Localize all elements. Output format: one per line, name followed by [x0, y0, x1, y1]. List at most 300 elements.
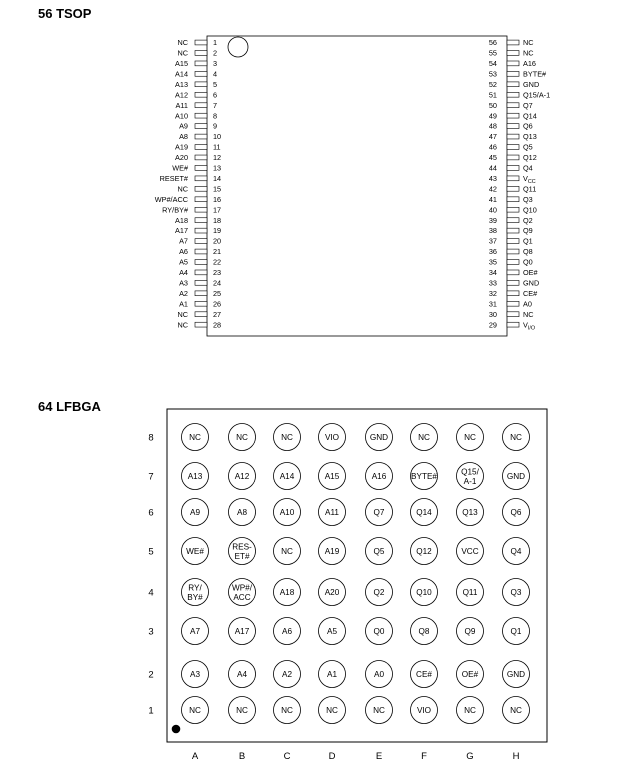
pin-lead — [507, 291, 519, 296]
ball-label: A13 — [187, 472, 203, 481]
tsop-pin-left — [179, 132, 221, 141]
pin-number: 33 — [488, 278, 497, 288]
bga-ball — [457, 499, 484, 526]
pin-lead — [507, 113, 519, 118]
pin-lead — [507, 92, 519, 97]
bga-ball — [366, 424, 393, 451]
pin-name: Q15/A-1 — [523, 90, 551, 100]
ball-label: GND — [506, 472, 526, 481]
pin-number: 35 — [488, 257, 497, 267]
pin-number: 51 — [488, 90, 497, 100]
pin-name: Q1 — [523, 236, 533, 246]
pin-lead — [507, 301, 519, 306]
ball-label: A12 — [234, 472, 250, 481]
ball-label: RES- — [232, 542, 252, 552]
bga-ball — [411, 579, 438, 606]
tsop-pin-right — [489, 80, 539, 89]
pin-number: 9 — [213, 121, 218, 131]
pin-name: A11 — [175, 100, 188, 110]
pin-number: 15 — [213, 184, 222, 194]
pin-name: NC — [177, 38, 188, 48]
bga-ball — [274, 538, 301, 565]
tsop-pin-left — [179, 278, 221, 287]
bga-ball — [182, 424, 209, 451]
pin-lead — [195, 176, 207, 181]
ball-label: Q11 — [462, 588, 478, 597]
bga-ball — [411, 618, 438, 645]
ball-label: NC — [281, 547, 293, 556]
ball-label: Q1 — [510, 627, 522, 636]
pin-lead — [507, 134, 519, 139]
pin-number: 8 — [213, 111, 218, 121]
ball-label: A8 — [236, 508, 248, 517]
pin-lead — [195, 134, 207, 139]
pin-name: A19 — [175, 142, 188, 152]
pin-lead — [195, 92, 207, 97]
bga-ball — [182, 579, 209, 606]
pin-name: A20 — [175, 153, 188, 163]
ball-label: WP#/ — [231, 583, 253, 593]
pin-name: NC — [177, 309, 188, 319]
bga-ball — [457, 424, 484, 451]
ball-label: Q12 — [416, 547, 432, 556]
pin-number: 41 — [488, 194, 497, 204]
pin-name: Q0 — [523, 257, 533, 267]
pin-lead — [507, 280, 519, 285]
bga-ball — [457, 618, 484, 645]
pin-lead — [195, 270, 207, 275]
pin-name: A0 — [523, 299, 532, 309]
bga-ball — [319, 661, 346, 688]
tsop-pin-right — [489, 237, 533, 246]
pin-number: 20 — [213, 236, 222, 246]
tsop-pin-right — [489, 49, 534, 58]
bga-ball — [229, 538, 256, 565]
pin-lead — [507, 61, 519, 66]
pin-number: 10 — [213, 132, 222, 142]
bga-column-label: F — [421, 751, 427, 762]
pin-number: 52 — [488, 79, 497, 89]
ball-label: A15 — [324, 472, 340, 481]
pin-name: Q3 — [523, 194, 533, 204]
pin-number: 16 — [213, 194, 222, 204]
ball-label: A16 — [371, 472, 387, 481]
pin-name: Q13 — [523, 132, 537, 142]
tsop-pin-right — [489, 143, 533, 152]
tsop-package-diagram — [0, 30, 638, 375]
a1-corner-marker — [172, 725, 181, 734]
ball-label: Q14 — [416, 508, 432, 517]
bga-ball — [319, 697, 346, 724]
ball-label: Q9 — [464, 627, 476, 636]
bga-ball — [503, 463, 530, 490]
ball-label: A5 — [326, 627, 338, 636]
ball-label: BY# — [187, 593, 203, 602]
pin-number: 22 — [213, 257, 222, 267]
pin-number: 42 — [488, 184, 497, 194]
pin-name: Q2 — [523, 215, 533, 225]
ball-label: VIO — [324, 433, 340, 442]
bga-ball — [274, 579, 301, 606]
ball-label: A2 — [281, 670, 293, 679]
bga-row-label: 7 — [148, 471, 154, 483]
ball-label: Q7 — [373, 508, 385, 517]
ball-label: A7 — [189, 627, 201, 636]
bga-ball — [503, 579, 530, 606]
pin-number: 23 — [213, 268, 222, 277]
bga-column-label: B — [238, 751, 246, 762]
bga-ball — [182, 538, 209, 565]
bga-row-label: 4 — [148, 587, 154, 599]
pin-name: A10 — [175, 111, 188, 121]
tsop-pin-left — [162, 205, 221, 214]
ball-label: RY/ — [188, 583, 202, 593]
ball-label: Q15/ — [461, 467, 479, 477]
ball-label: A17 — [234, 627, 250, 636]
pin-number: 39 — [488, 215, 497, 225]
ball-label: GND — [506, 670, 526, 679]
pin-name: OE# — [523, 268, 538, 277]
bga-row-label: 3 — [148, 626, 154, 638]
bga-row-label: 1 — [148, 705, 154, 717]
pin-number: 38 — [488, 226, 497, 236]
bga-ball — [274, 697, 301, 724]
pin-lead — [195, 207, 207, 212]
pin-number: 12 — [213, 153, 222, 163]
bga-ball — [229, 697, 256, 724]
tsop-pin-right — [489, 205, 537, 214]
pin-name: NC — [523, 309, 534, 319]
pin-lead — [507, 322, 519, 327]
pin1-marker — [228, 37, 248, 57]
bga-body — [167, 409, 547, 742]
ball-label: A0 — [373, 670, 385, 679]
bga-row-label: 8 — [148, 432, 154, 444]
bga-ball — [229, 463, 256, 490]
pin-lead — [195, 249, 207, 254]
pin-number: 2 — [213, 48, 218, 58]
bga-package-diagram — [0, 400, 638, 770]
ball-label: OE# — [461, 670, 479, 679]
tsop-pin-right — [489, 164, 533, 173]
tsop-pin-left — [179, 289, 221, 298]
pin-number: 49 — [488, 111, 497, 121]
ball-label: A18 — [279, 588, 295, 597]
pin-lead — [507, 145, 519, 150]
bga-ball — [229, 661, 256, 688]
bga-ball — [457, 579, 484, 606]
pin-number: 11 — [213, 142, 221, 152]
pin-lead — [195, 71, 207, 76]
ball-label: A1 — [326, 670, 338, 679]
bga-ball — [182, 499, 209, 526]
bga-ball — [411, 424, 438, 451]
bga-ball — [366, 661, 393, 688]
bga-section-title: 64 LFBGA — [38, 399, 101, 414]
pin-number: 53 — [488, 69, 497, 79]
bga-ball — [319, 538, 346, 565]
bga-ball — [274, 661, 301, 688]
pin-number: 26 — [213, 299, 222, 309]
ball-label: NC — [510, 433, 522, 442]
pin-name: Q12 — [523, 153, 537, 163]
pin-name: A7 — [179, 236, 188, 246]
pin-name: NC — [177, 48, 188, 58]
bga-column-label: A — [191, 751, 199, 762]
pin-name: A16 — [523, 59, 536, 68]
ball-label: Q5 — [373, 547, 385, 556]
ball-label: Q8 — [418, 627, 430, 636]
ball-label: NC — [236, 433, 248, 442]
ball-label: Q3 — [510, 588, 522, 597]
ball-label: A11 — [325, 508, 339, 517]
pin-name: Q9 — [523, 226, 533, 236]
tsop-pin-right — [489, 122, 533, 131]
bga-ball — [319, 579, 346, 606]
bga-column-label: G — [466, 751, 474, 762]
pin-lead — [195, 218, 207, 223]
tsop-pin-right — [489, 258, 533, 267]
pin-number: 44 — [488, 163, 497, 173]
pin-lead — [507, 207, 519, 212]
bga-ball — [503, 424, 530, 451]
tsop-pin-right — [489, 101, 533, 110]
ball-label: Q10 — [416, 588, 432, 597]
tsop-pin-right — [489, 278, 539, 287]
bga-ball — [411, 697, 438, 724]
pin-number: 32 — [488, 288, 497, 298]
pin-lead — [195, 51, 207, 56]
tsop-pin-right — [489, 184, 536, 193]
pin-name: NC — [523, 38, 534, 48]
pin-lead — [507, 186, 519, 191]
pin-name: NC — [177, 320, 188, 330]
bga-ball — [182, 463, 209, 490]
pin-lead — [507, 228, 519, 233]
pin-lead — [195, 228, 207, 233]
pin-lead — [507, 312, 519, 317]
pin-name: A3 — [179, 278, 188, 288]
pin-lead — [507, 260, 519, 265]
pin-name: RY/BY# — [162, 205, 188, 215]
ball-label: A14 — [279, 472, 295, 481]
ball-label: WE# — [186, 547, 204, 556]
pin-name: WP#/ACC — [154, 194, 188, 204]
pin-lead — [195, 186, 207, 191]
pin-number: 40 — [488, 205, 497, 215]
tsop-pin-left — [179, 299, 221, 308]
ball-label: A19 — [324, 547, 340, 556]
ball-label: GND — [369, 433, 389, 442]
tsop-pin-left — [175, 216, 221, 225]
pin-lead — [195, 166, 207, 171]
pin-number: 7 — [213, 100, 218, 110]
pin-lead — [507, 218, 519, 223]
bga-column-label: E — [375, 751, 383, 762]
pin-lead — [507, 166, 519, 171]
pin-number: 24 — [213, 278, 222, 288]
pin-number: 19 — [213, 226, 222, 236]
tsop-pin-right — [489, 299, 532, 308]
bga-ball — [503, 499, 530, 526]
bga-column-label: D — [328, 751, 336, 762]
bga-ball — [229, 499, 256, 526]
ball-label: NC — [326, 706, 338, 715]
pin-number: 1 — [213, 38, 218, 48]
ball-label: NC — [510, 706, 522, 715]
tsop-pin-right — [489, 195, 533, 204]
tsop-pin-right — [489, 247, 533, 256]
ball-label: Q6 — [510, 508, 522, 517]
ball-label: NC — [464, 433, 476, 442]
bga-ball — [411, 661, 438, 688]
pin-number: 25 — [213, 288, 222, 298]
pin-lead — [195, 82, 207, 87]
bga-column-label: H — [512, 751, 520, 762]
pin-lead — [195, 197, 207, 202]
pin-name: Q4 — [523, 163, 533, 173]
pin-number: 4 — [213, 69, 218, 79]
bga-ball — [457, 661, 484, 688]
pin-lead — [507, 82, 519, 87]
tsop-pin-right — [489, 310, 534, 319]
ball-label: NC — [281, 433, 293, 442]
pin-number: 28 — [213, 320, 222, 330]
pin-lead — [507, 176, 519, 181]
bga-ball — [319, 618, 346, 645]
pin-number: 34 — [488, 268, 497, 277]
pin-lead — [507, 51, 519, 56]
ball-label: NC — [418, 433, 430, 442]
pin-number: 30 — [488, 309, 497, 319]
pin-number: 37 — [488, 236, 497, 246]
bga-ball — [503, 661, 530, 688]
pin-lead — [195, 291, 207, 296]
pin-name: A9 — [179, 121, 188, 131]
pin-number: 21 — [213, 247, 222, 257]
bga-ball — [274, 424, 301, 451]
ball-label: A10 — [279, 508, 295, 517]
pin-name: Q7 — [523, 100, 533, 110]
pin-lead — [195, 239, 207, 244]
pin-number: 46 — [488, 142, 497, 152]
pin-lead — [195, 124, 207, 129]
pin-number: 5 — [213, 79, 218, 89]
pin-name: A18 — [175, 215, 188, 225]
pin-name: Q14 — [523, 111, 537, 121]
ball-label: NC — [281, 706, 293, 715]
bga-ball — [319, 424, 346, 451]
tsop-pin-right — [489, 59, 536, 68]
tsop-pin-left — [179, 258, 221, 267]
bga-ball — [274, 618, 301, 645]
bga-ball — [503, 697, 530, 724]
bga-ball — [182, 661, 209, 688]
pin-lead — [195, 145, 207, 150]
pin-lead — [507, 40, 519, 45]
ball-label: Q0 — [373, 627, 385, 636]
bga-row-label: 6 — [148, 507, 154, 519]
pin-lead — [507, 124, 519, 129]
pin-lead — [195, 155, 207, 160]
bga-ball — [411, 538, 438, 565]
pin-number: 47 — [488, 132, 497, 142]
pin-number: 43 — [488, 173, 497, 183]
tsop-pin-left — [179, 268, 221, 277]
tsop-pin-left — [177, 310, 221, 319]
bga-ball — [457, 697, 484, 724]
pin-number: 54 — [488, 59, 497, 68]
pin-name: RESET# — [159, 173, 188, 183]
pin-name: A8 — [179, 132, 188, 142]
ball-label: CE# — [416, 670, 432, 679]
pin-lead — [507, 155, 519, 160]
ball-label: NC — [464, 706, 476, 715]
pin-name: A4 — [179, 268, 188, 277]
pin-name: A1 — [179, 299, 188, 309]
pin-lead — [195, 312, 207, 317]
bga-ball — [274, 499, 301, 526]
bga-ball — [366, 538, 393, 565]
pin-name: NC — [177, 184, 188, 194]
ball-label: ACC — [233, 593, 251, 602]
tsop-pin-right — [489, 268, 539, 277]
pin-name: WE# — [172, 163, 188, 173]
pin-lead — [195, 280, 207, 285]
pin-number: 55 — [488, 48, 497, 58]
pin-name: A17 — [175, 226, 188, 236]
bga-ball — [229, 424, 256, 451]
pin-number: 13 — [213, 163, 222, 173]
ball-label: A-1 — [463, 477, 477, 486]
tsop-section-title: 56 TSOP — [38, 6, 92, 21]
ball-label: NC — [189, 706, 201, 715]
pin-lead — [195, 322, 207, 327]
pin-lead — [195, 61, 207, 66]
pin-number: 3 — [213, 59, 218, 68]
pin-number: 29 — [488, 320, 497, 330]
pin-lead — [195, 260, 207, 265]
pin-number: 48 — [488, 121, 497, 131]
pin-number: 31 — [488, 299, 497, 309]
pin-name: Q5 — [523, 142, 533, 152]
pin-name: CE# — [523, 288, 538, 298]
tsop-pin-right — [489, 226, 533, 235]
tsop-body — [207, 36, 507, 336]
pin-lead — [195, 301, 207, 306]
pin-name: NC — [523, 48, 534, 58]
tsop-pin-left — [172, 164, 221, 173]
pin-number: 56 — [488, 38, 497, 48]
pin-number: 36 — [488, 247, 497, 257]
pin-lead — [195, 113, 207, 118]
pin-name: A12 — [175, 90, 188, 100]
bga-ball — [366, 618, 393, 645]
pin-lead — [195, 40, 207, 45]
ball-label: A6 — [281, 627, 293, 636]
bga-row-label: 5 — [148, 546, 154, 558]
bga-ball — [182, 697, 209, 724]
bga-ball — [366, 697, 393, 724]
pin-number: 17 — [213, 205, 222, 215]
ball-label: VCC — [461, 547, 479, 556]
pin-lead — [507, 270, 519, 275]
tsop-pin-left — [175, 143, 221, 152]
pin-name: A14 — [175, 69, 188, 79]
pin-name: A5 — [179, 257, 188, 267]
tsop-pin-right — [489, 153, 537, 162]
ball-label: ET# — [234, 552, 250, 561]
